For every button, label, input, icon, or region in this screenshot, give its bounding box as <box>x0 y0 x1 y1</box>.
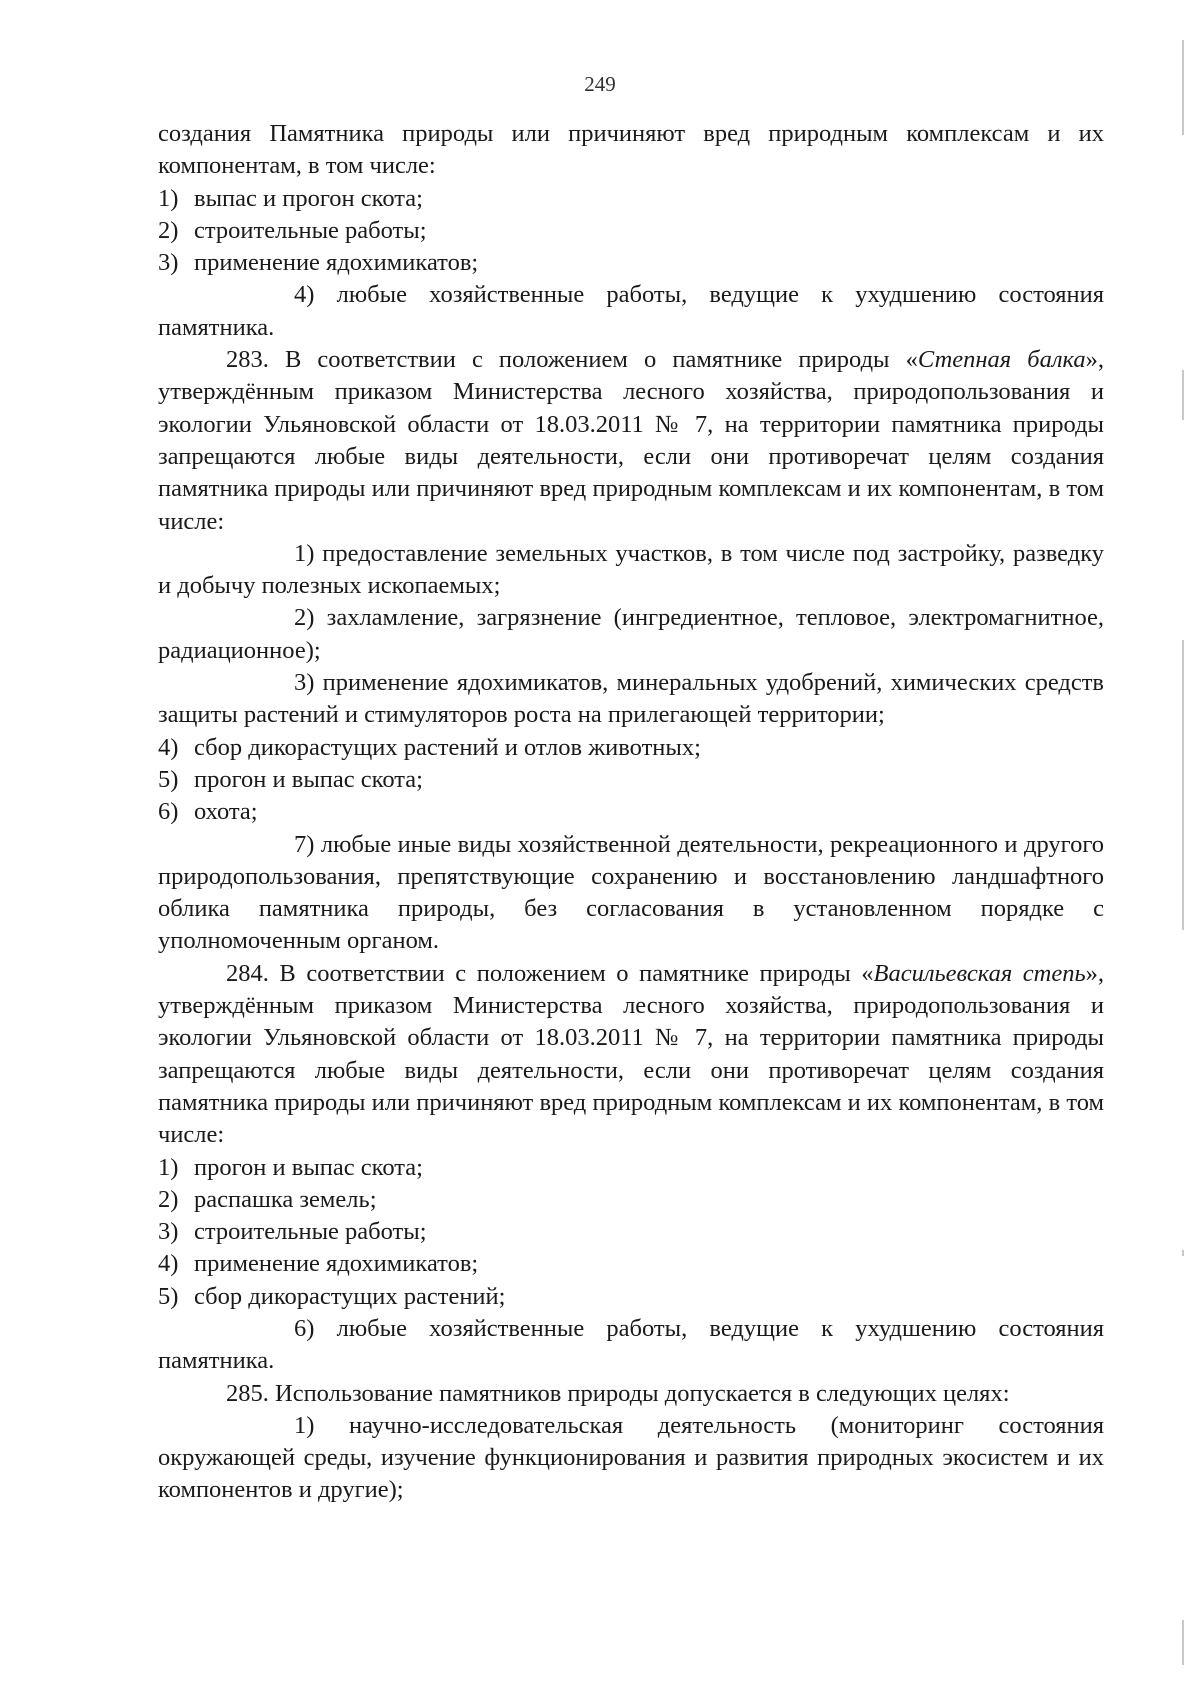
list-item: 4) любые хозяйственные работы, ведущие к ухудшению состояния памятника. <box>158 281 1104 341</box>
paragraph-283: 283. В соответствии с положением о памятнике природы «Степная балка», утверждённым приказом Министерства лесного хозяйства, природопользования и экологии Ульяновской области от 18.03.2011 № 7, на территории памятника природы запрещаются любые виды деятельности, если они противоречат целям создания памятника природы или причиняют вред природным комплексам и их компонентам, в том числе: <box>158 346 1105 535</box>
scan-edge-mark <box>1182 1250 1184 1256</box>
page-number: 249 <box>584 72 616 96</box>
monument-name: Степная балка <box>917 346 1086 374</box>
scan-edge-mark <box>1182 370 1184 420</box>
list-item: 1) прогон и выпас скота; <box>158 1153 423 1181</box>
paragraph-284: 284. В соответствии с положением о памятнике природы «Васильевская степь», утверждённым приказом Министерства лесного хозяйства, природопользования и экологии Ульяновской области от 18.03.2011 № 7, на территории памятника природы запрещаются любые виды деятельности, если они противоречат целям создания памятника природы или причиняют вред природным комплексам и их компонентам, в том числе: <box>158 959 1104 1149</box>
list-item: 5) сбор дикорастущих растений; <box>158 1282 506 1310</box>
list-item: 4) сбор дикорастущих растений и отлов животных; <box>158 733 701 761</box>
paragraph-continuation: создания Памятника природы или причиняют вред природным комплексам и их компонентам, в том числе: <box>158 120 1104 180</box>
paragraph-285: 285. Использование памятников природы допускается в следующих целях: <box>226 1379 1010 1407</box>
list-item: 1) предоставление земельных участков, в том числе под застройку, разведку и добычу полезных ископаемых; <box>158 539 1104 600</box>
list-item: 6) охота; <box>158 798 258 826</box>
list-item: 2) захламление, загрязнение (ингредиентное, тепловое, электромагнитное, радиационное); <box>158 604 1105 664</box>
list-item: 6) любые хозяйственные работы, ведущие к ухудшению состояния памятника. <box>158 1314 1104 1375</box>
scan-edge-mark <box>1182 40 1184 135</box>
document-body <box>158 118 1104 1507</box>
list-item: 4) применение ядохимикатов; <box>158 1250 479 1278</box>
list-item: 7) любые иные виды хозяйственной деятельности, рекреационного и другого природопользования, препятствующие сохранению и восстановлению ландшафтного облика памятника природы, без согласования в установленном порядке с уполномоченным органом. <box>158 830 1105 955</box>
list-item: 2) строительные работы; <box>158 216 427 244</box>
list-item: 2) распашка земель; <box>158 1185 377 1213</box>
list-item: 3) применение ядохимикатов, минеральных удобрений, химических средств защиты растений и стимуляторов роста на прилегающей территории; <box>158 669 1105 729</box>
list-item: 1) научно-исследовательская деятельность (мониторинг состояния окружающей среды, изучение функционирования и развития природных экосистем и их компонентов и другие); <box>158 1411 1105 1504</box>
list-item: 3) строительные работы; <box>158 1218 427 1246</box>
monument-name: Васильевская степь <box>873 959 1086 987</box>
list-item: 5) прогон и выпас скота; <box>158 765 423 793</box>
list-item: 3) применение ядохимикатов; <box>158 249 479 277</box>
scan-edge-mark <box>1182 1620 1184 1665</box>
list-item: 1) выпас и прогон скота; <box>158 184 423 212</box>
scan-edge-mark <box>1182 640 1184 930</box>
